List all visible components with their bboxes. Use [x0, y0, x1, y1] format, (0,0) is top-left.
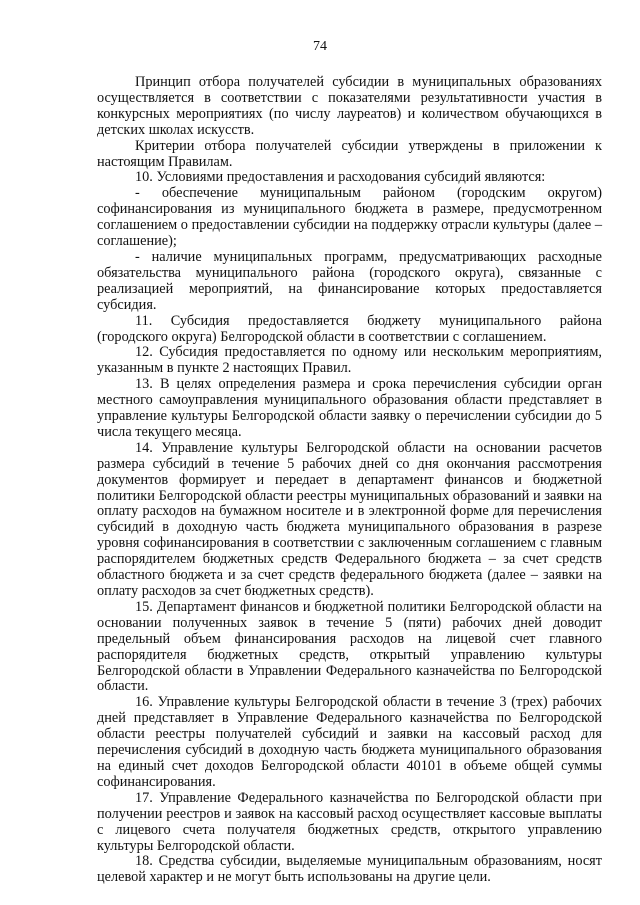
paragraph-selection-criteria: Критерии отбора получателей субсидии утверждены в приложении к настоящим Правилам. [97, 137, 602, 170]
paragraph-10-cofinancing: - обеспечение муниципальным районом (городским округом) софинансирования из муниципального бюджета в размере, предусмотренном соглашением о предоставлении субсидии на поддержку отрасли культуры (далее – соглашение); [97, 185, 602, 250]
paragraph-15: 15. Департамент финансов и бюджетной политики Белгородской области на основании полученных заявок в течение 5 (пяти) рабочих дней доводит предельный объем финансирования расходов на лицевой счет главного распорядителя бюджетных средств, открытый управлению культуры Белгородской области в Управлении Федерального казначейства по Белгородской области. [97, 598, 602, 695]
paragraph-10-programs: - наличие муниципальных программ, предусматривающих расходные обязательства муниципального района (городского округа), связанные с реализацией мероприятий, на финансирование которых предоставляется субсидия. [97, 248, 602, 313]
paragraph-16: 16. Управление культуры Белгородской области в течение 3 (трех) рабочих дней представляет в Управление Федерального казначейства по Белгородской области реестры получателей субсидий и заявки на кассовый расход для перечисления субсидий в доходную часть бюджета муниципального образования на единый счет доходов Белгородской области 40101 в объеме общей суммы софинансирования. [97, 694, 602, 790]
page-number: 74 [313, 39, 327, 54]
paragraph-10-conditions: 10. Условиями предоставления и расходования субсидий являются: [135, 169, 546, 186]
paragraph-14: 14. Управление культуры Белгородской области на основании расчетов размера субсидий в течение 5 рабочих дней со дня окончания рассмотрения документов формирует и передает в департамент финансов и бюджетной политики Белгородской области реестры муниципальных образований и заявки на оплату расходов на бумажном носителе и в электронной форме для перечисления субсидий в доходную часть бюджета муниципального образования в разрезе уровня софинансирования в соответствии с заключенным соглашением с главным распорядителем бюджетных средств Федерального бюджета – за счет средств областного бюджета и за счет средств федерального бюджета (далее – заявки на оплату расходов за счет бюджетных средств). [97, 439, 602, 599]
paragraph-18: 18. Средства субсидии, выделяемые муниципальным образованиям, носят целевой характер и не могут быть использованы на другие цели. [97, 853, 602, 886]
paragraph-12: 12. Субсидия предоставляется по одному или нескольким мероприятиям, указанным в пункте 2 настоящих Правил. [97, 344, 602, 377]
paragraph-selection-principle: Принцип отбора получателей субсидии в муниципальных образованиях осуществляется в соответствии с показателями результативности участия в конкурсных мероприятиях (по числу лауреатов) и количеством обучающихся в детских школах искусств. [97, 74, 602, 138]
paragraph-17: 17. Управление Федерального казначейства по Белгородской области при получении реестров и заявок на кассовый расход осуществляет кассовые выплаты с лицевого счета получателя бюджетных средств, открытого управлению культуры Белгородской области. [97, 789, 602, 854]
paragraph-13: 13. В целях определения размера и срока перечисления субсидии орган местного самоуправления муниципального образования области представляет в управление культуры Белгородской области заявку о перечислении субсидии до 5 числа текущего месяца. [97, 376, 602, 440]
document-body [97, 75, 602, 886]
paragraph-11: 11. Субсидия предоставляется бюджету муниципального района (городского округа) Белгородской области в соответствии с соглашением. [97, 312, 602, 345]
